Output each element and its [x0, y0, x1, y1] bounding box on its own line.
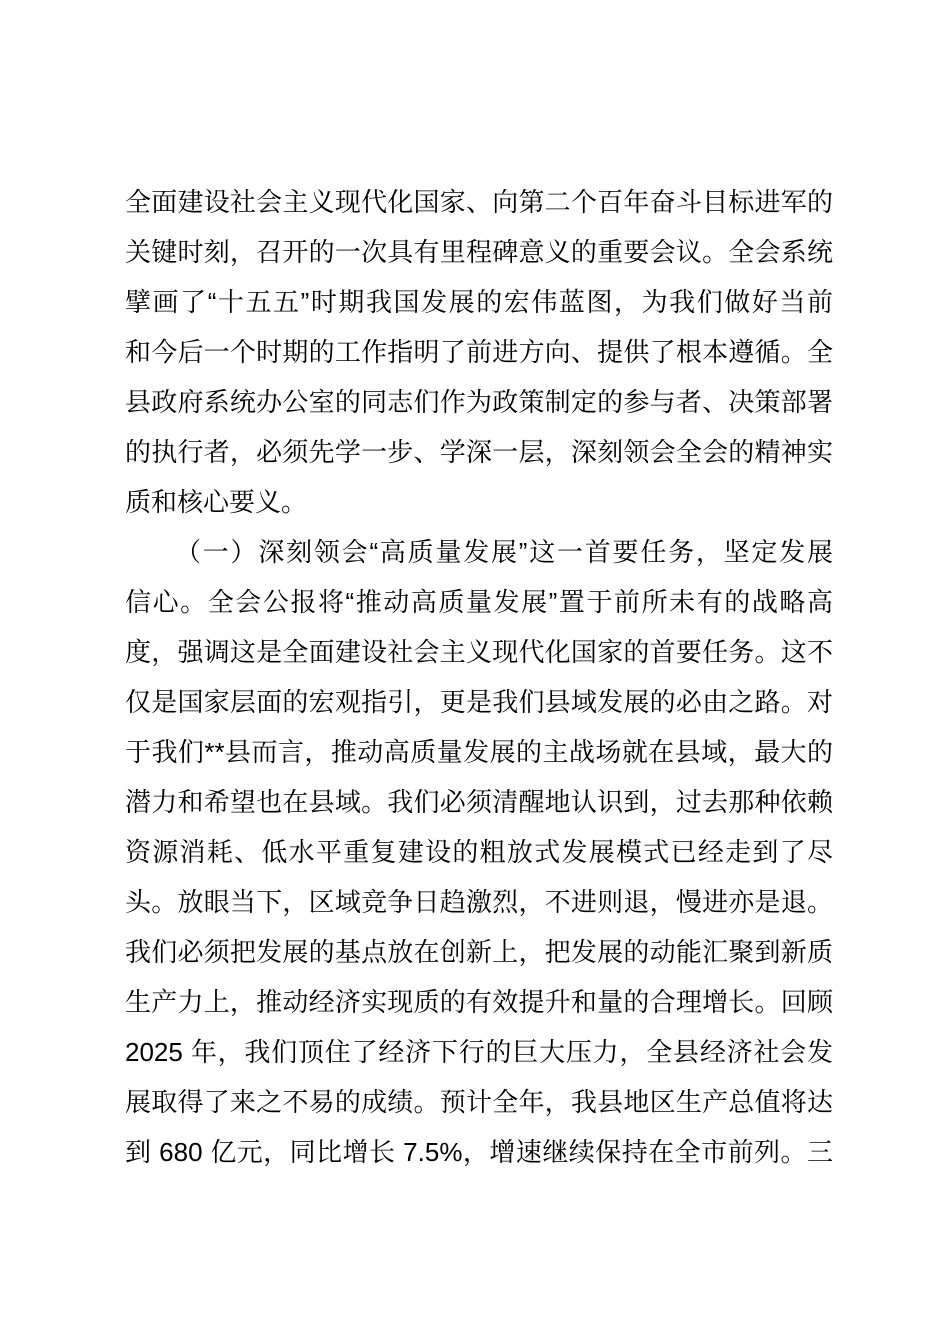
document-line: 的执行者，必须先学一步、学深一层，深刻领会全会的精神实: [125, 437, 833, 467]
document-line: 到 680 亿元，同比增长 7.5%，增速继续保持在全市前列。三: [125, 1137, 833, 1167]
document-line: 生产力上，推动经济实现质的有效提升和量的合理增长。回顾: [125, 987, 833, 1017]
paragraph: [125, 527, 833, 1177]
document-line: 和今后一个时期的工作指明了前进方向、提供了根本遵循。全: [125, 337, 833, 367]
document-line: 信心。全会公报将“推动高质量发展”置于前所未有的战略高: [125, 587, 833, 617]
document-line: 于我们**县而言，推动高质量发展的主战场就在县域，最大的: [125, 737, 833, 767]
document-line: 质和核心要义。: [125, 487, 308, 517]
document-line: 潜力和希望也在县域。我们必须清醒地认识到，过去那种依赖: [125, 787, 833, 817]
document-line: 资源消耗、低水平重复建设的粗放式发展模式已经走到了尽: [125, 837, 833, 867]
document-body: [125, 177, 833, 1177]
document-line: 2025 年，我们顶住了经济下行的巨大压力，全县经济社会发: [125, 1037, 833, 1067]
document-line: 我们必须把发展的基点放在创新上，把发展的动能汇聚到新质: [125, 937, 833, 967]
document-line: 关键时刻，召开的一次具有里程碑意义的重要会议。全会系统: [125, 237, 833, 267]
document-line: 仅是国家层面的宏观指引，更是我们县域发展的必由之路。对: [125, 687, 833, 717]
document-line: 全面建设社会主义现代化国家、向第二个百年奋斗目标进军的: [125, 187, 833, 217]
document-line: 头。放眼当下，区域竞争日趋激烈，不进则退，慢进亦是退。: [125, 887, 833, 917]
document-line: 展取得了来之不易的成绩。预计全年，我县地区生产总值将达: [125, 1087, 833, 1117]
document-line: 度，强调这是全面建设社会主义现代化国家的首要任务。这不: [125, 637, 833, 667]
paragraph: [125, 177, 833, 527]
document-line: （一）深刻领会“高质量发展”这一首要任务，坚定发展: [175, 537, 833, 567]
document-line: 县政府系统办公室的同志们作为政策制定的参与者、决策部署: [125, 387, 833, 417]
document-line: 擘画了“十五五”时期我国发展的宏伟蓝图，为我们做好当前: [125, 287, 833, 317]
